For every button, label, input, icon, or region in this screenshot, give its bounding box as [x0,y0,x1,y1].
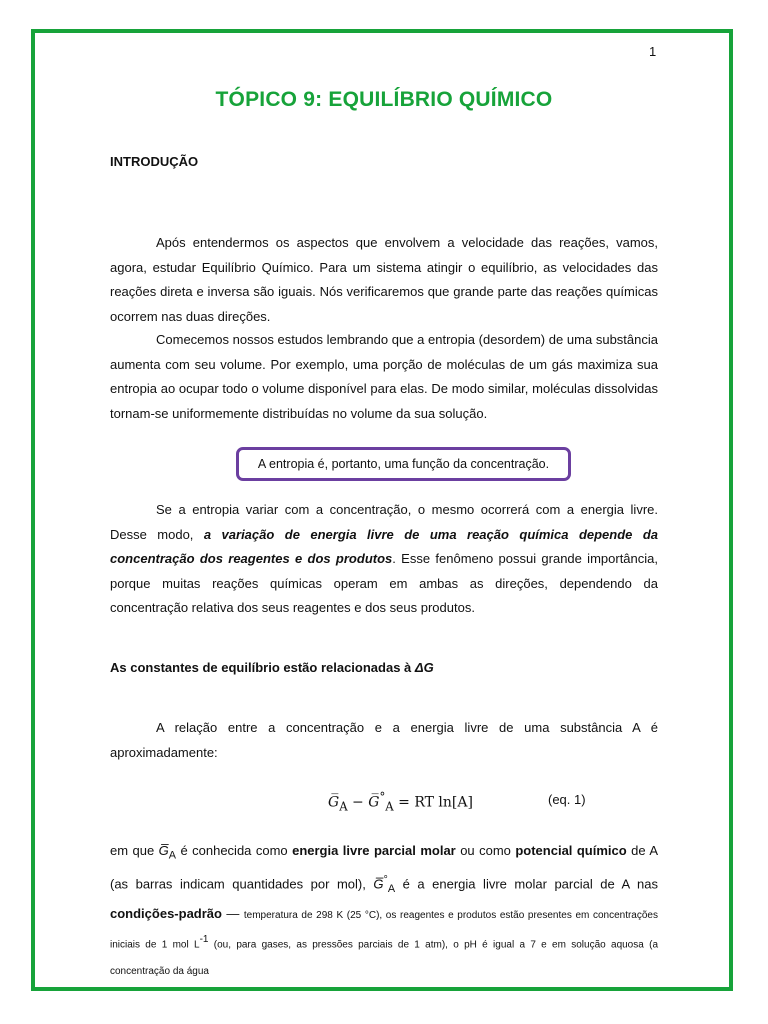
p5-small-text-2: (ou, para gases, as pressões parciais de 1 atm), o pH é igual a 7 e em solução aquosa (a concentração da água [110,939,658,977]
section-heading-intro: INTRODUÇÃO [110,154,199,169]
eq-minus: − [347,794,369,811]
p5-text-e: é a energia livre molar parcial de A nas [395,876,658,892]
eq-sup-standard: ° [379,790,386,804]
p5-small-text: temperatura de 298 K (25 °C), os reagentes e produtos estão presentes em concentrações iniciais de 1 mol L [110,909,658,951]
paragraph-3-text-a: Se a entropia variar com a concentração, o mesmo ocorrerá com a energia livre. Desse modo, [110,502,658,542]
p5-term-1: energia livre parcial molar [292,843,456,858]
p5-small-sup: -1 [199,934,209,946]
p5-text-d: de A (as barras indicam quantidades por mol), [110,843,659,892]
p5-symbol-1-sub: A [168,849,177,862]
paragraph-3-text-b: . Esse fenômeno possui grande importância, porque muitas reações químicas operam em ambas as direções, dependendo da concentração relativa dos seus reagentes e dos seus produtos. [110,551,658,615]
section-heading-constants-text: As constantes de equilíbrio estão relacionadas à [110,660,415,675]
paragraph-5 [110,839,658,984]
p5-term-3: condições-padrão [110,905,222,921]
p5-symbol-2: G̅ [373,876,384,892]
page-number: 1 [649,44,657,59]
paragraph-3 [110,498,658,621]
eq-partial-molar-g: G̅ [328,794,340,811]
equation-label: (eq. 1) [548,792,586,807]
paragraph-1: Após entendermos os aspectos que envolvem a velocidade das reações, vamos, agora, estudar Equilíbrio Químico. Para um sistema atingir o equilíbrio, as velocidades das reações direta e inversa são iguais. Nós verificaremos que grande parte das reações químicas ocorrem nas duas direções. [110,235,658,324]
eq-rhs: = RT ln[A] [393,794,473,811]
p5-text-c: ou como [455,843,516,858]
eq-sub-a-2: A [385,799,394,814]
p5-symbol-1: G̅ [158,843,169,858]
paragraph-2: Comecemos nossos estudos lembrando que a entropia (desordem) de uma substância aumenta com seu volume. Por exemplo, uma porção de moléculas de um gás maximiza sua entropia ao ocupar todo o volume disponível para elas. De modo similar, moléculas dissolvidas tornam-se uniformemente distribuídas no volume da sua solução. [110,332,658,421]
equation-1 [328,790,473,813]
delta-g-symbol: ΔG [414,660,434,675]
eq-sub-a: A [339,799,348,814]
section-heading-constants [110,660,434,675]
p5-symbol-2-sup: ° [383,874,388,887]
paragraph-3-emphasis: a variação de energia livre de uma reação química depende da concentração dos reagentes e dos produtos [110,526,659,566]
eq-standard-g: G̅ [368,794,380,811]
highlight-box: A entropia é, portanto, uma função da concentração. [236,447,571,481]
p5-text-f: — [221,905,244,921]
paragraph-4: A relação entre a concentração e a energia livre de uma substância A é aproximadamente: [110,720,658,760]
p5-symbol-2-sub: A [387,883,396,896]
p5-text-a: em que [110,843,159,858]
page-title: TÓPICO 9: EQUILÍBRIO QUÍMICO [215,88,553,111]
p5-term-2: potencial químico [515,843,627,858]
p5-text-b: é conhecida como [176,843,293,858]
